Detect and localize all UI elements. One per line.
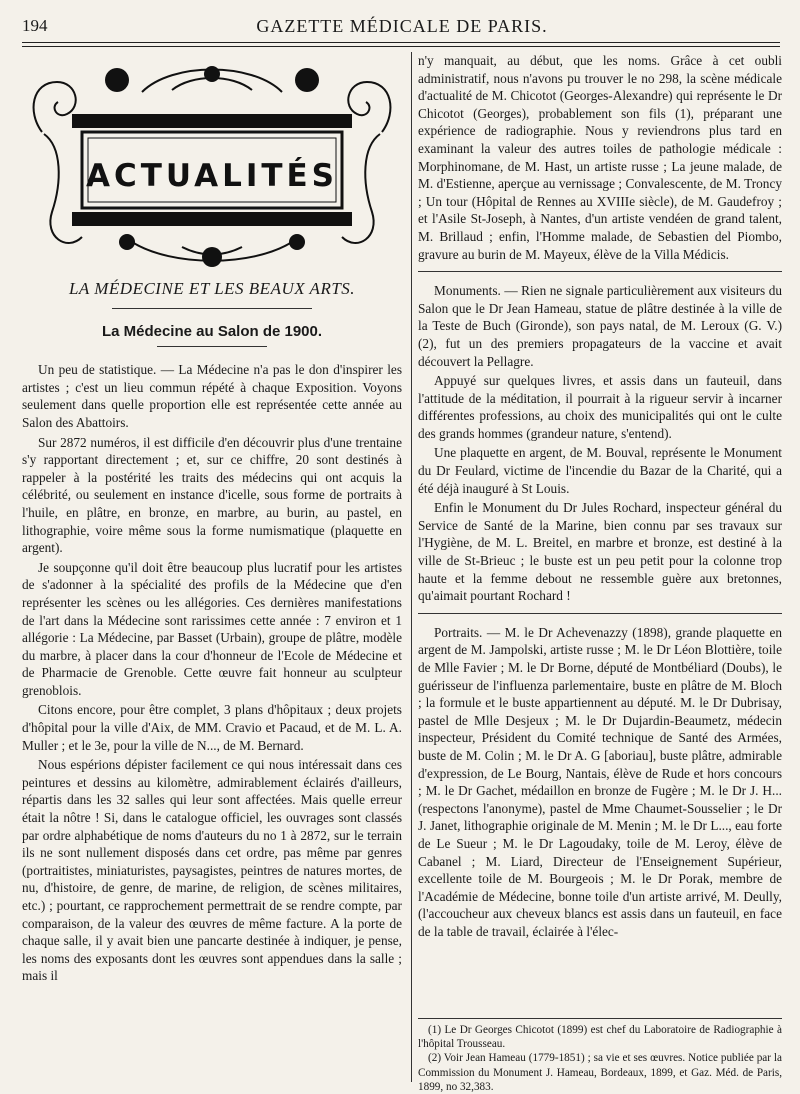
footnote: (2) Voir Jean Hameau (1779-1851) ; sa vie et ses œuvres. Notice publiée par la Commission du Monument J. Hameau, Bordeaux, 1899, et Gaz. Méd. de Paris, 1899, no 32,383.: [418, 1052, 782, 1093]
footnotes: [418, 1018, 782, 1094]
paragraph: Portraits. — M. le Dr Achevenazzy (1898), grande plaquette en argent de M. Jampolski, artiste russe ; M. le Dr Léon Blottière, toile de Mlle Favier ; M. le Dr Borne, député de Montbéliard (Doubs), le guérisseur de l'influenza parlementaire, buste en plâtre de M. Bloch ; la formule et le buste appartiennent au député. M. le Dr Dubrisay, pastel de Mlle Desjeux ; M. le Dr Dujardin-Beaumetz, médecin inspecteur, Président du Comité technique de Santé des Armées, buste de M. Colin ; M. le Dr A. G [aboriau], buste plâtre, admirable d'expression, de Le Bourg, Nantais, élève de Rude et hors concours ; M. le Dr Gachet, médaillon en bronze de Fugère ; M. le Dr J. H... (respectons l'anonyme), pastel de Mme Chaumet-Sousselier ; le Dr J. Janet, lithographie originale de M. Menin ; M. le Dr L..., eau forte de Le Sueur ; M. le Dr Lagoudaky, toile de M. Leroy, élève de Cabanel ; M. Liard, Directeur de l'Enseignement Supérieur, excellente toile de M. Bourgeois ; M. le Dr Porak, membre de l'Académie de Médecine, bonne toile d'un artiste arrivé, M. Deully, (l'accoucheur aux cheveux blancs est assis dans un fauteuil, en face de la table de travail, éclairée à l'élec-: [418, 624, 782, 939]
header-rule: [22, 42, 780, 43]
banner-subtitle: LA MÉDECINE ET LES BEAUX ARTS.: [68, 279, 356, 298]
section-rule: [418, 271, 782, 272]
journal-title: GAZETTE MÉDICALE DE PARIS.: [256, 16, 548, 36]
footnote-rule: [418, 1018, 782, 1019]
paragraph: Monuments. — Rien ne signale particulièrement aux visiteurs du Salon que le Dr Jean Hameau, statue de plâtre destinée à la ville de la Teste de Buch (Gironde), son pays natal, de M. Leroux (G. V.) (2), fut un des premiers propagateurs de la vaccine et avait découvert la Pellagre.: [418, 283, 782, 369]
footnote: (1) Le Dr Georges Chicotot (1899) est chef du Laboratoire de Radiographie à l'hôpital Trousseau.: [418, 1024, 782, 1051]
paragraph: Une plaquette en argent, de M. Bouval, représente le Monument du Dr Feulard, victime de l'incendie du Bazar de la Charité, qui a été déjà inauguré à St Louis.: [418, 445, 782, 496]
right-column: [418, 52, 782, 943]
column-divider: [411, 52, 412, 1082]
page-number: 194: [22, 16, 48, 35]
section-rule: [418, 613, 782, 614]
paragraph: Enfin le Monument du Dr Jules Rochard, inspecteur général du Service de Santé de la Marine, bien connu par ses travaux sur l'Hygiène, de M. L. Breitel, en marbre et bronze, est destiné à la ville de St-Brieuc ; le buste est un peu petit pour la colonne trop haute et la femme debout ne ressemble guère aux bretonnes, qu'aimait pourtant Rochard !: [418, 500, 782, 604]
paragraph: Je soupçonne qu'il doit être beaucoup plus lucratif pour les artistes de s'adonner à la spécialité des profils de la Médecine que d'en représenter les scènes ou les allégories. Ces dernières manifestations de l'art dans la Médecine sont rarissimes cette année : 7 environ et 1 allégorie : La Médecine, par Basset (Urbain), groupe de plâtre, modèle du marbre, à placer dans la cour d'honneur de l'Ecole de Médecine et de Pharmacie de Grenoble. Cette œuvre fait honneur au sculpteur grenoblois.: [22, 559, 402, 698]
paragraph: Citons encore, pour être complet, 3 plans d'hôpitaux ; deux projets d'hôpital pour la ville d'Aix, de MM. Cravio et Pacaud, et de M. L. A. Muller ; et le 3e, pour la ville de N..., de M. Bernard.: [22, 702, 402, 753]
header-rule-double: [22, 46, 780, 47]
paragraph: n'y manquait, au début, que les noms. Grâce à cet oubli administratif, nous n'avons pu trouver le no 298, la scène médicale d'actualité de M. Chicotot (Georges-Alexandre) qui représente le Dr Chicotot (Georges), probablement son fils (1), préparant une expérience de radiographie. Nous y reviendrons plus tard en examinant la valeur des autres toiles de pathologie médicale : Morphinomane, de M. Hast, un artiste russe ; La jeune malade, de M. d'Estienne, aperçue au vernissage ; Convalescente, de M. Troncy ; Un tour (Hôpital de Rennes au XVIIIe siècle), de M. Gaudefroy ; et l'Asile St-Joseph, à Nantes, d'un artiste vendéen de grand talent, M. Brillaud ; enfin, l'Homme malade, de Sebastien del Piombo, gravure au burin de M. Mayeux, élève de la Villa Médicis.: [418, 53, 782, 262]
paragraph: Appuyé sur quelques livres, et assis dans un fauteuil, dans l'attitude de la méditation, il pourrait à la rigueur servir à incarner différentes professions, au choix des municipalités qui ont le culte des grands hommes (grandeur nature, s'entend).: [418, 373, 782, 441]
left-column: [22, 52, 402, 987]
paragraph: Un peu de statistique. — La Médecine n'a pas le don d'inspirer les artistes ; c'est un lieu commun répété à chaque Exposition. Voyons seulement dans quelle proportion elle est représentée cette année au Salon des Abattoirs.: [22, 362, 402, 430]
article-title: La Médecine au Salon de 1900.: [101, 322, 323, 340]
banner-title: ACTUALITÉS: [85, 158, 339, 194]
actualites-banner: [22, 52, 402, 272]
page-header: [22, 16, 782, 40]
paragraph: Sur 2872 numéros, il est difficile d'en découvrir plus d'une trentaine s'y rapportant directement ; et, sur ce chiffre, 20 sont destinés à rappeler à la postérité les traits des médecins qui ont acquis la célébrité, ou seulement en instance d'icelle, sous forme de portraits à l'huile, en plâtre, en bronze, en marbre, au burin, au pastel, en lithographie, voire même sous la forme numismatique (plaquette en argent).: [22, 434, 402, 556]
title-rule: [157, 346, 267, 347]
subtitle-rule: [112, 308, 312, 309]
paragraph: Nous espérions dépister facilement ce qui nous intéressait dans ces peintures et dessins au kilomètre, admirablement éclairés d'ailleurs, répartis dans les 32 salles qui leur sont affectées. Mais quelle erreur était la nôtre ! Si, dans le catalogue officiel, les ouvrages sont classés par ordre alphabétique de noms d'auteurs du no 1 à 2872, sur le terrain ils ne sont nullement disposés dans cet ordre, pas même par genres (portraitistes, miniaturistes, paysagistes, peintres de natures mortes, de nu, d'histoire, de genre, de marine, de religion, de scènes militaires, etc.) ; pourtant, ce rapprochement permettrait de se rendre compte, par comparaison, de la valeur des œuvres de même facture. A la porte de chaque salle, il y avait bien une pancarte destinée à indiquer, je pense, les noms des exposants dont les œuvres sont appendues dans la salle ; mais il: [22, 757, 402, 984]
